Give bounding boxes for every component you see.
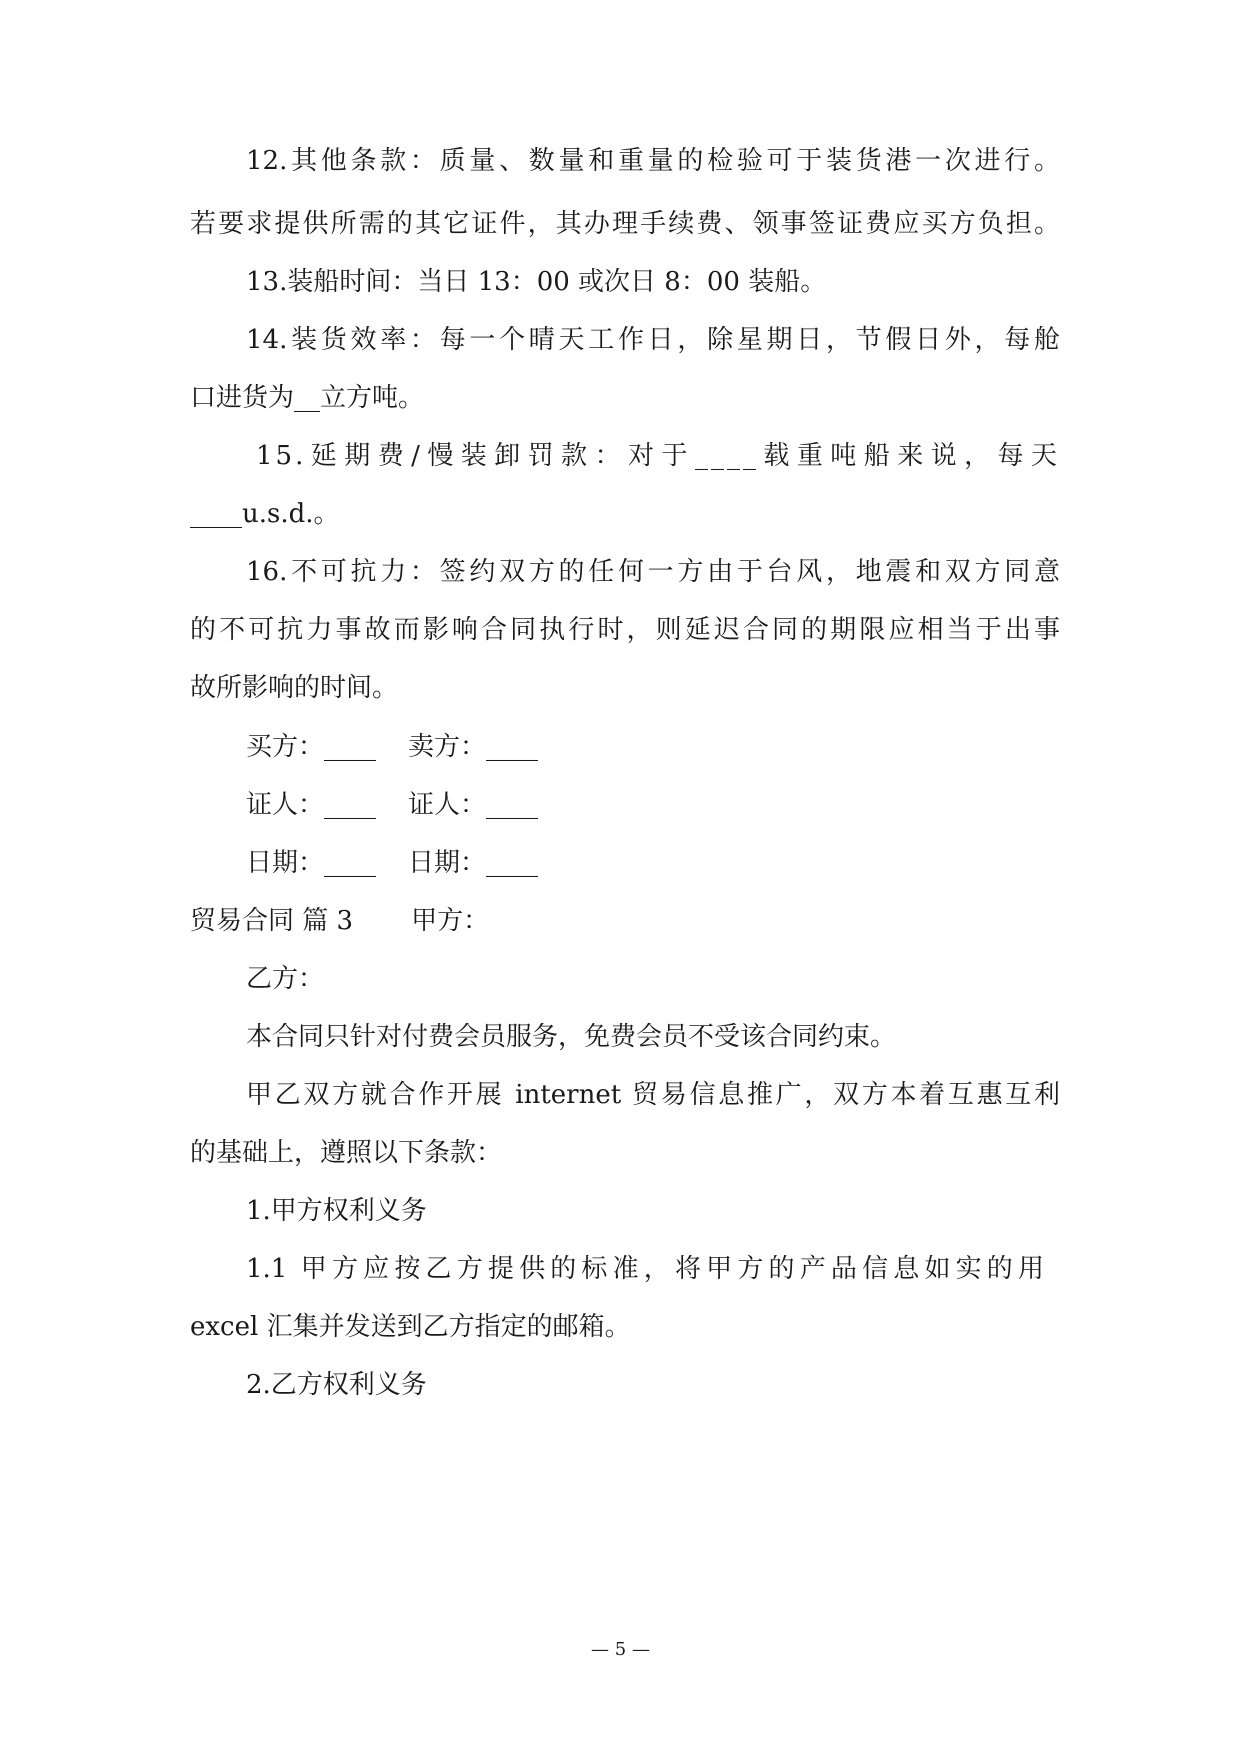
contract-3-title: 贸易合同 篇 3 xyxy=(190,906,354,936)
contract-intro-line-2: 的基础上，遵照以下条款： xyxy=(190,1138,503,1168)
witness-signature-2: 证人：____ xyxy=(408,790,539,820)
date-field-2: 日期：____ xyxy=(408,848,539,878)
page-number: — 5 — xyxy=(591,1639,650,1660)
clause-14-line-2: 口进货为__立方吨。 xyxy=(190,383,425,413)
contract-intro-line-1: 甲乙双方就合作开展 internet 贸易信息推广，双方本着互惠互利 xyxy=(246,1080,1060,1110)
contract-scope: 本合同只针对付费会员服务，免费会员不受该合同约束。 xyxy=(246,1022,897,1052)
date-field-1: 日期：____ xyxy=(246,848,377,878)
section-1-title: 1.甲方权利义务 xyxy=(246,1196,427,1226)
section-1-1-line-2: excel 汇集并发送到乙方指定的邮箱。 xyxy=(190,1312,631,1342)
section-2-title: 2.乙方权利义务 xyxy=(246,1370,427,1400)
witness-signature-1: 证人：____ xyxy=(246,790,377,820)
buyer-signature: 买方：____ xyxy=(246,732,377,762)
clause-13: 13.装船时间：当日 13：00 或次日 8：00 装船。 xyxy=(246,267,827,297)
signature-row-parties xyxy=(246,729,538,765)
clause-15-line-2: ____u.s.d.。 xyxy=(190,499,340,529)
party-b-label: 乙方： xyxy=(246,964,325,994)
clause-16-line-2: 的不可抗力事故而影响合同执行时，则延迟合同的期限应相当于出事 xyxy=(190,615,1060,645)
seller-signature: 卖方：____ xyxy=(408,732,539,762)
clause-12-line-1: 12.其他条款：质量、数量和重量的检验可于装货港一次进行。 xyxy=(246,146,1060,176)
clause-16-line-3: 故所影响的时间。 xyxy=(190,673,399,703)
signature-row-dates xyxy=(246,845,538,881)
signature-row-witnesses xyxy=(246,787,538,823)
party-a-label: 甲方： xyxy=(411,906,490,936)
section-1-1-line-1: 1.1 甲方应按乙方提供的标准，将甲方的产品信息如实的用 xyxy=(246,1254,1044,1284)
clause-16-line-1: 16.不可抗力：签约双方的任何一方由于台风，地震和双方同意 xyxy=(246,557,1060,587)
contract-3-heading xyxy=(190,903,489,939)
clause-14-line-1: 14.装货效率：每一个晴天工作日，除星期日，节假日外，每舱 xyxy=(246,325,1060,355)
clause-15-line-1: 15.延期费/慢装卸罚款：对于____载重吨船来说，每天 xyxy=(256,441,1060,471)
clause-12-line-2: 若要求提供所需的其它证件，其办理手续费、领事签证费应买方负担。 xyxy=(190,209,1060,239)
